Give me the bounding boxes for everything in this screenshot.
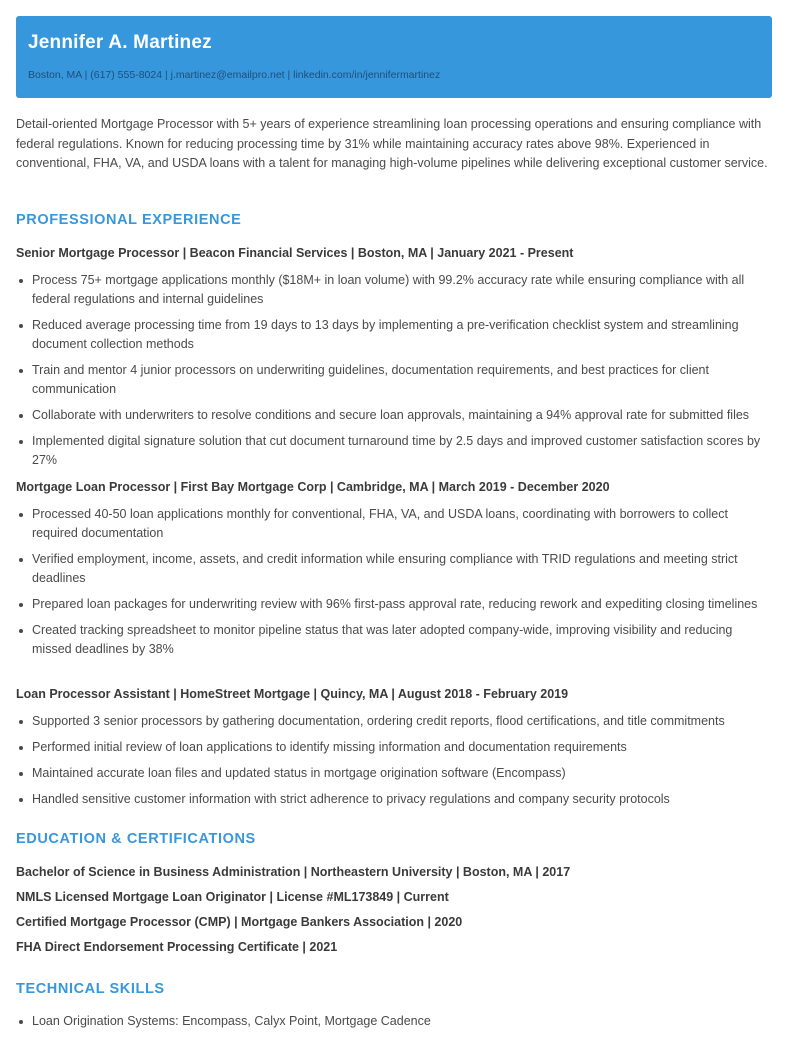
list-item: Handled sensitive customer information with strict adherence to privacy regulations and company security protocols [16,790,771,809]
list-item: Maintained accurate loan files and updated status in mortgage origination software (Encompass) [16,764,771,783]
job-heading-3: Loan Processor Assistant | HomeStreet Mortgage | Quincy, MA | August 2018 - February 2019 [16,687,569,701]
list-item: Reduced average processing time from 19 days to 13 days by implementing a pre-verification checklist system and streamlining document collection methods [16,316,771,354]
list-item: Prepared loan packages for underwriting review with 96% first-pass approval rate, reducing rework and expediting closing timelines [16,595,771,614]
section-title-skills: TECHNICAL SKILLS [16,981,165,997]
section-title-education: EDUCATION & CERTIFICATIONS [16,831,256,847]
list-item: Supported 3 senior processors by gathering documentation, ordering credit reports, flood certifications, and title commitments [16,712,771,731]
education-item: Certified Mortgage Processor (CMP) | Mortgage Bankers Association | 2020 [16,915,463,929]
list-item: Implemented digital signature solution that cut document turnaround time by 2.5 days and improved customer satisfaction scores by 27% [16,432,771,470]
list-item: Train and mentor 4 junior processors on underwriting guidelines, documentation requirements, and best practices for client communication [16,361,771,399]
job-heading-1: Senior Mortgage Processor | Beacon Financial Services | Boston, MA | January 2021 - Present [16,246,574,260]
resume-header [16,16,772,98]
list-item: Process 75+ mortgage applications monthly ($18M+ in loan volume) with 99.2% accuracy rate while ensuring compliance with all federal regulations and internal guidelines [16,271,771,309]
job-bullets-1 [16,271,771,477]
list-item: Verified employment, income, assets, and credit information while ensuring compliance with TRID regulations and meeting strict deadlines [16,550,771,588]
section-title-experience: PROFESSIONAL EXPERIENCE [16,212,242,228]
list-item: Created tracking spreadsheet to monitor pipeline status that was later adopted company-wide, improving visibility and reducing missed deadlines by 38% [16,621,771,659]
contact-line: Boston, MA | (617) 555-8024 | j.martinez@emailpro.net | linkedin.com/in/jennifermartinez [28,69,441,81]
job-bullets-3 [16,712,771,816]
skills-bullets [16,1012,771,1038]
education-item: NMLS Licensed Mortgage Loan Originator | License #ML173849 | Current [16,890,449,904]
job-heading-2: Mortgage Loan Processor | First Bay Mortgage Corp | Cambridge, MA | March 2019 - December 2020 [16,480,610,494]
list-item: Loan Origination Systems: Encompass, Calyx Point, Mortgage Cadence [16,1012,771,1031]
list-item: Performed initial review of loan applications to identify missing information and documentation requirements [16,738,771,757]
candidate-name: Jennifer A. Martinez [28,32,212,53]
list-item: Collaborate with underwriters to resolve conditions and secure loan approvals, maintaining a 94% approval rate for submitted files [16,406,771,425]
list-item: Processed 40-50 loan applications monthly for conventional, FHA, VA, and USDA loans, coordinating with borrowers to collect required documentation [16,505,771,543]
professional-summary: Detail-oriented Mortgage Processor with 5+ years of experience streamlining loan processing operations and ensuring compliance with federal regulations. Known for reducing processing time by 31% while maintaining accuracy rates above 98%. Experienced in conventional, FHA, VA, and USDA loans with a talent for managing high-volume pipelines while delivering exceptional customer service. [16,117,768,170]
job-bullets-2 [16,505,771,666]
education-item: FHA Direct Endorsement Processing Certificate | 2021 [16,940,338,954]
education-item: Bachelor of Science in Business Administration | Northeastern University | Boston, MA | 2017 [16,865,571,879]
